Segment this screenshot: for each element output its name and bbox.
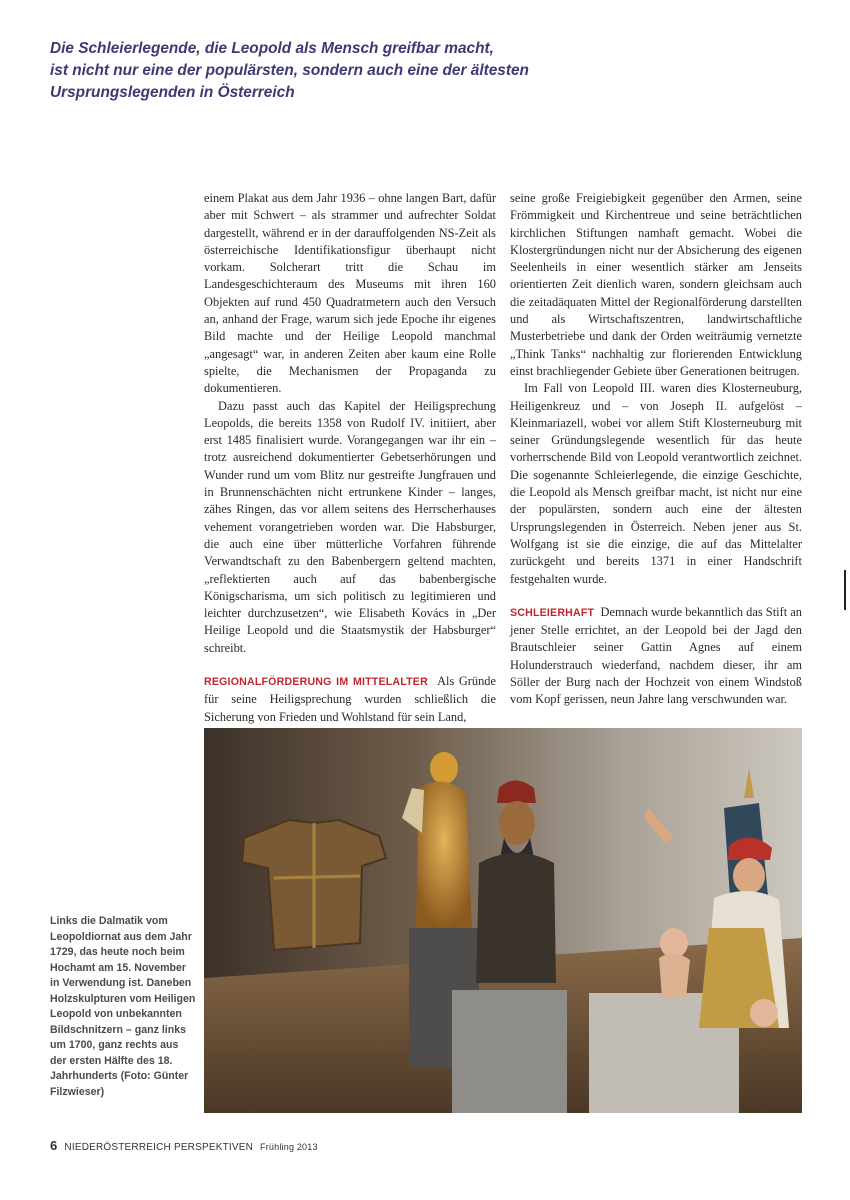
body-paragraph: seine große Freigiebigkeit gegenüber den Armen, seine Frömmigkeit und Kirchentreue und seine beträchtlichen kirchlichen Stiftungen namhaft gemacht. Wobei die Klostergründungen nicht nur der Absicherung des eigenen Seelenheils in einer wesentlich stärker am Jenseits orientierten Zeit dienlich waren, sondern gleichsam auch die zeitadäquaten Mittel der Regionalförderung darstellten und als Wirtschaftszentren, landwirtschaftliche Musterbetriebe und dank der Orden weiträumig vernetzte „Think Tanks“ nachhaltig zur florierenden Entwicklung einst brachliegender Gebiete über Generationen beitrugen. [510, 191, 802, 378]
article-column-right [510, 190, 802, 709]
section-subhead: REGIONALFÖRDERUNG IM MITTELALTER [204, 676, 428, 689]
body-text: Als Gründe für seine Heiligsprechung wurden schließlich die Sicherung von Frieden und Wohlstand für sein Land, [204, 674, 496, 724]
photo-caption [50, 914, 196, 1100]
body-paragraph: Dazu passt auch das Kapitel der Heiligsprechung Leopolds, die bereits 1358 von Rudolf IV. initiiert, aber erst 1485 finalisiert wurde. Vorangegangen war ihr ein – trotz ausreichend dokumentierter Gebetserhörungen und Wunder rund um vom Blitz nur gestreifte Jungfrauen und in Brunnenschächten nicht ertrunkene Kinder – langes, zähes Ringen, das vor allem seitens des Herrscherhauses vehement vorangetrieben worden war. Die Habsburger, die auch eine über mütterliche Vorfahren führende Verwandtschaft zu den Babenbergern geltend machten, „reflektierten auch auf das babenbergische Königscharisma, um sich politisch zu legitimieren und leichter durchzusetzen“, wie Elisabeth Kovács in „Der Heilige Leopold und die Staatsmystik der Habsburger“ schreibt. [204, 398, 496, 655]
body-paragraph-with-subhead [204, 673, 496, 726]
article-column-left [204, 190, 496, 726]
body-paragraph: einem Plakat aus dem Jahr 1936 – ohne langen Bart, dafür aber mit Schwert – als strammer und aufrechter Soldat dargestellt, während er in der darauffolgenden NS-Zeit als österreichische Identifikationsfigur überhaupt nicht vorkam. Solcherart tritt die Schau im Landesgeschichteraum des Museums mit ihren 160 Objekten auf rund 450 Quadratmetern auch den Versuch an, anhand der Frage, warum sich jede Epoche ihr eigenes Bild machte und der Heilige Leopold manchmal „angesagt“ war, in anderen Zeiten aber kaum eine Rolle spielte, die Mechanismen der Propaganda zu dokumentieren. [204, 191, 496, 396]
pull-quote-line-2: ist nicht nur eine der populärsten, sondern auch eine der ältesten [50, 62, 529, 79]
issue-season: Frühling 2013 [260, 1142, 318, 1152]
caption-text: Links die Dalmatik vom Leopoldiornat aus dem Jahr 1729, das heute noch beim Hochamt am 15. November in Verwendung ist. Daneben Holzskulpturen vom Heiligen Leopold von unbekannten Bildschnitzern – ganz links um 1700, ganz rechts aus der ersten Hälfte des 18. Jahrhunderts (Foto: Günter Filzwieser) [50, 915, 196, 1098]
section-subhead: SCHLEIERHAFT [510, 606, 595, 619]
page-number: 6 [50, 1138, 58, 1153]
page-footer [50, 1138, 318, 1153]
body-text: Demnach wurde bekanntlich das Stift an jener Stelle errichtet, an der Leopold bei der Jagd den Brautschleier seiner Gattin Agnes auf einem Holunderstrauch wiederfand, nachdem dieser, ihr am Söller der Burg nach der Hochzeit von einem Windstoß vom Kopf gerissen, neun Jahre lang verschwunden war. [510, 604, 802, 707]
scan-edge-mark [844, 570, 846, 610]
museum-exhibit-photo [204, 728, 802, 1113]
magazine-name: NIEDERÖSTERREICH PERSPEKTIVEN [64, 1142, 254, 1153]
pull-quote-line-1: Die Schleierlegende, die Leopold als Mensch greifbar macht, [50, 40, 494, 57]
pull-quote-line-3: Ursprungslegenden in Österreich [50, 84, 295, 101]
body-paragraph: Im Fall von Leopold III. waren dies Klosterneuburg, Heiligenkreuz und – von Joseph II. aufgelöst – Kleinmariazell, wobei vor allem Stift Klosterneuburg mit seiner Gründungslegende wesentlich für das heute vorherrschende Bild von Leopold verantwortlich zeichnet. Die sogenannte Schleierlegende, die einzige Geschichte, die Leopold als Mensch greifbar macht, ist nicht nur eine der populärsten, sondern auch eine der ältesten Ursprungslegenden in Österreich. Neben jener aus St. Wolfgang ist sie die einzige, die auf das Mittelalter zurückgeht und bereits 1371 in einer Handschrift festgehalten wurde. [510, 381, 802, 586]
exhibit-photo-illustration [204, 728, 802, 1113]
body-paragraph-with-subhead [510, 604, 802, 709]
pull-quote [50, 38, 590, 104]
